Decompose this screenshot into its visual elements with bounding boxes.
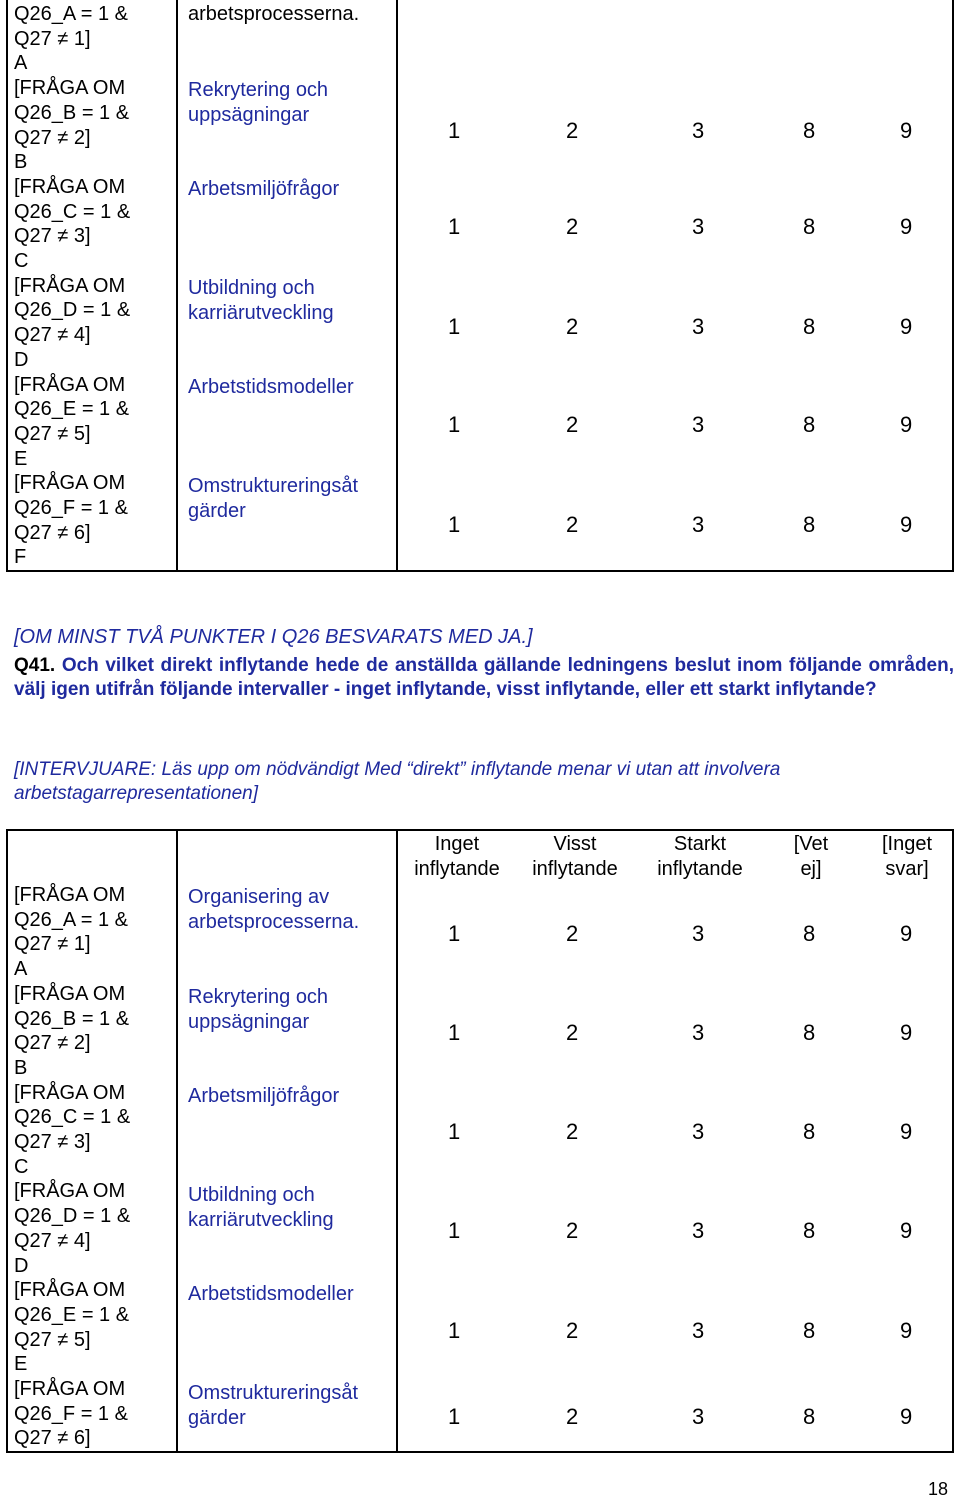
scale-code: 9 [900,1218,913,1243]
condition-line: A [14,958,28,981]
interviewer-note-line-2: arbetstagarrepresentationen] [14,783,258,804]
scale-code: 8 [803,921,816,946]
scale-code: 9 [900,314,913,339]
item-label: Rekrytering och [188,986,329,1008]
condition-line: Q27 ≠ 1] [14,27,91,50]
scale-code: 3 [692,1404,705,1429]
item-label: Utbildning och [188,277,315,299]
condition-line: E [14,447,28,470]
condition-line: Q26_C = 1 & [14,200,131,223]
item-label: Arbetsmiljöfrågor [188,178,340,200]
condition-line: D [14,348,29,371]
scale-code: 8 [803,512,816,537]
scale-code: 8 [803,412,816,437]
condition-line: F [14,546,27,569]
condition-line: Q26_C = 1 & [14,1106,131,1129]
column-header: Visst [553,833,597,855]
condition-line: Q26_D = 1 & [14,1205,131,1228]
column-header: ej] [800,858,822,880]
scale-code: 9 [900,412,913,437]
scale-code: 2 [566,1318,579,1343]
scale-code: 8 [803,1119,816,1144]
item-label: Arbetsmiljöfrågor [188,1085,340,1107]
scale-code: 3 [692,921,705,946]
scale-code: 9 [900,921,913,946]
condition-line: B [14,1056,28,1079]
scale-code: 1 [448,214,461,239]
scale-code: 1 [448,921,461,946]
scale-code: 1 [448,314,461,339]
scale-code: 3 [692,1020,705,1045]
item-label: Rekrytering och [188,79,329,101]
scale-code: 9 [900,512,913,537]
scale-code: 1 [448,412,461,437]
filter-note: [OM MINST TVÅ PUNKTER I Q26 BESVARATS MED JA.] [14,626,533,648]
condition-line: [FRÅGA OM [14,982,126,1005]
scale-code: 9 [900,1318,913,1343]
scale-code: 9 [900,1404,913,1429]
scale-code: 3 [692,214,705,239]
condition-line: [FRÅGA OM [14,884,126,906]
item-label: Arbetstidsmodeller [188,1283,354,1305]
column-header: [Vet [793,833,829,855]
scale-code: 2 [566,1119,579,1144]
item-label: uppsägningar [188,1011,310,1033]
scale-code: 2 [566,214,579,239]
interviewer-note-line-1: [INTERVJUARE: Läs upp om nödvändigt Med “direkt” inflytande menar vi utan att involvera [14,759,781,780]
item-label: Arbetstidsmodeller [188,376,354,398]
item-label: Organisering av [188,886,330,908]
condition-line: [FRÅGA OM [14,1180,126,1203]
top-table-partial-item: arbetsprocesserna. [188,3,360,25]
item-label: karriärutveckling [188,1209,334,1231]
item-label: uppsägningar [188,104,310,126]
item-label: gärder [188,1407,246,1429]
condition-line: [FRÅGA OM [14,1378,126,1400]
scale-code: 8 [803,1020,816,1045]
scale-code: 2 [566,1404,579,1429]
scale-code: 8 [803,1404,816,1429]
scale-code: 1 [448,1020,461,1045]
scale-code: 2 [566,314,579,339]
scale-code: 9 [900,118,913,143]
condition-line: [FRÅGA OM [14,1279,126,1302]
condition-line: Q26_B = 1 & [14,1007,130,1030]
item-label: arbetsprocesserna. [188,911,360,933]
scale-code: 8 [803,1318,816,1343]
condition-line: Q26_D = 1 & [14,299,131,322]
question-text: Och vilket direkt inflytande hede de anställda gällande ledningens beslut inom följande områden, välj igen utifrån följande intervaller - inget inflytande, visst inflytande, eller ett starkt inflytande? [14,655,954,700]
scale-code: 1 [448,118,461,143]
condition-line: Q27 ≠ 2] [14,1032,91,1055]
scale-code: 1 [448,1119,461,1144]
condition-line: C [14,250,29,272]
condition-line: Q26_A = 1 & [14,908,128,931]
scale-code: 3 [692,1318,705,1343]
condition-line: Q26_B = 1 & [14,101,130,124]
condition-line: [FRÅGA OM [14,1081,126,1104]
scale-code: 3 [692,314,705,339]
column-header: Inget [434,833,480,855]
column-header: Starkt [673,833,727,855]
condition-line: [FRÅGA OM [14,274,126,297]
scale-code: 8 [803,1218,816,1243]
scale-code: 3 [692,118,705,143]
page-number: 18 [928,1479,949,1499]
condition-line: Q27 ≠ 4] [14,1229,91,1252]
scale-code: 1 [448,1218,461,1243]
item-label: karriärutveckling [188,302,334,324]
condition-line: A [14,52,28,75]
scale-code: 9 [900,1119,913,1144]
column-header: inflytande [414,858,500,880]
condition-line: Q27 ≠ 1] [14,933,91,956]
scale-code: 2 [566,1020,579,1045]
condition-line: Q26_E = 1 & [14,1303,130,1326]
column-header: inflytande [657,858,743,880]
condition-line: E [14,1353,28,1376]
condition-line: Q26_F = 1 & [14,1402,128,1425]
scale-code: 3 [692,512,705,537]
condition-line: Q26_A = 1 & [14,3,128,25]
scale-code: 3 [692,1119,705,1144]
item-label: gärder [188,500,246,522]
condition-line: Q27 ≠ 6] [14,1427,91,1450]
condition-line: [FRÅGA OM [14,472,126,495]
item-label: Utbildning och [188,1184,315,1206]
condition-line: Q26_E = 1 & [14,398,130,421]
condition-line: [FRÅGA OM [14,77,126,100]
scale-code: 1 [448,1318,461,1343]
item-label: Omstruktureringsåt [188,475,359,497]
scale-code: 2 [566,921,579,946]
column-header: [Inget [881,833,933,855]
condition-line: [FRÅGA OM [14,373,126,396]
condition-line: B [14,151,28,174]
column-header: svar] [885,858,929,880]
scale-code: 1 [448,512,461,537]
scale-code: 8 [803,118,816,143]
condition-line: Q27 ≠ 5] [14,1328,91,1351]
scale-code: 8 [803,314,816,339]
condition-line: Q26_F = 1 & [14,497,128,519]
condition-line: D [14,1254,29,1277]
question-id: Q41. [14,655,56,676]
scale-code: 8 [803,214,816,239]
question-block [14,654,954,702]
scale-code: 2 [566,512,579,537]
condition-line: Q27 ≠ 3] [14,225,91,248]
scale-code: 9 [900,214,913,239]
condition-line: C [14,1155,29,1178]
condition-line: Q27 ≠ 4] [14,324,91,347]
condition-line: Q27 ≠ 5] [14,422,91,445]
condition-line: [FRÅGA OM [14,175,126,198]
scale-code: 3 [692,1218,705,1243]
scale-code: 9 [900,1020,913,1045]
scale-code: 2 [566,1218,579,1243]
scale-code: 2 [566,118,579,143]
condition-line: Q27 ≠ 6] [14,521,91,544]
column-header: inflytande [532,858,618,880]
scale-code: 2 [566,412,579,437]
item-label: Omstruktureringsåt [188,1382,359,1404]
scale-code: 3 [692,412,705,437]
scale-code: 1 [448,1404,461,1429]
condition-line: Q27 ≠ 3] [14,1131,91,1153]
condition-line: Q27 ≠ 2] [14,126,91,149]
